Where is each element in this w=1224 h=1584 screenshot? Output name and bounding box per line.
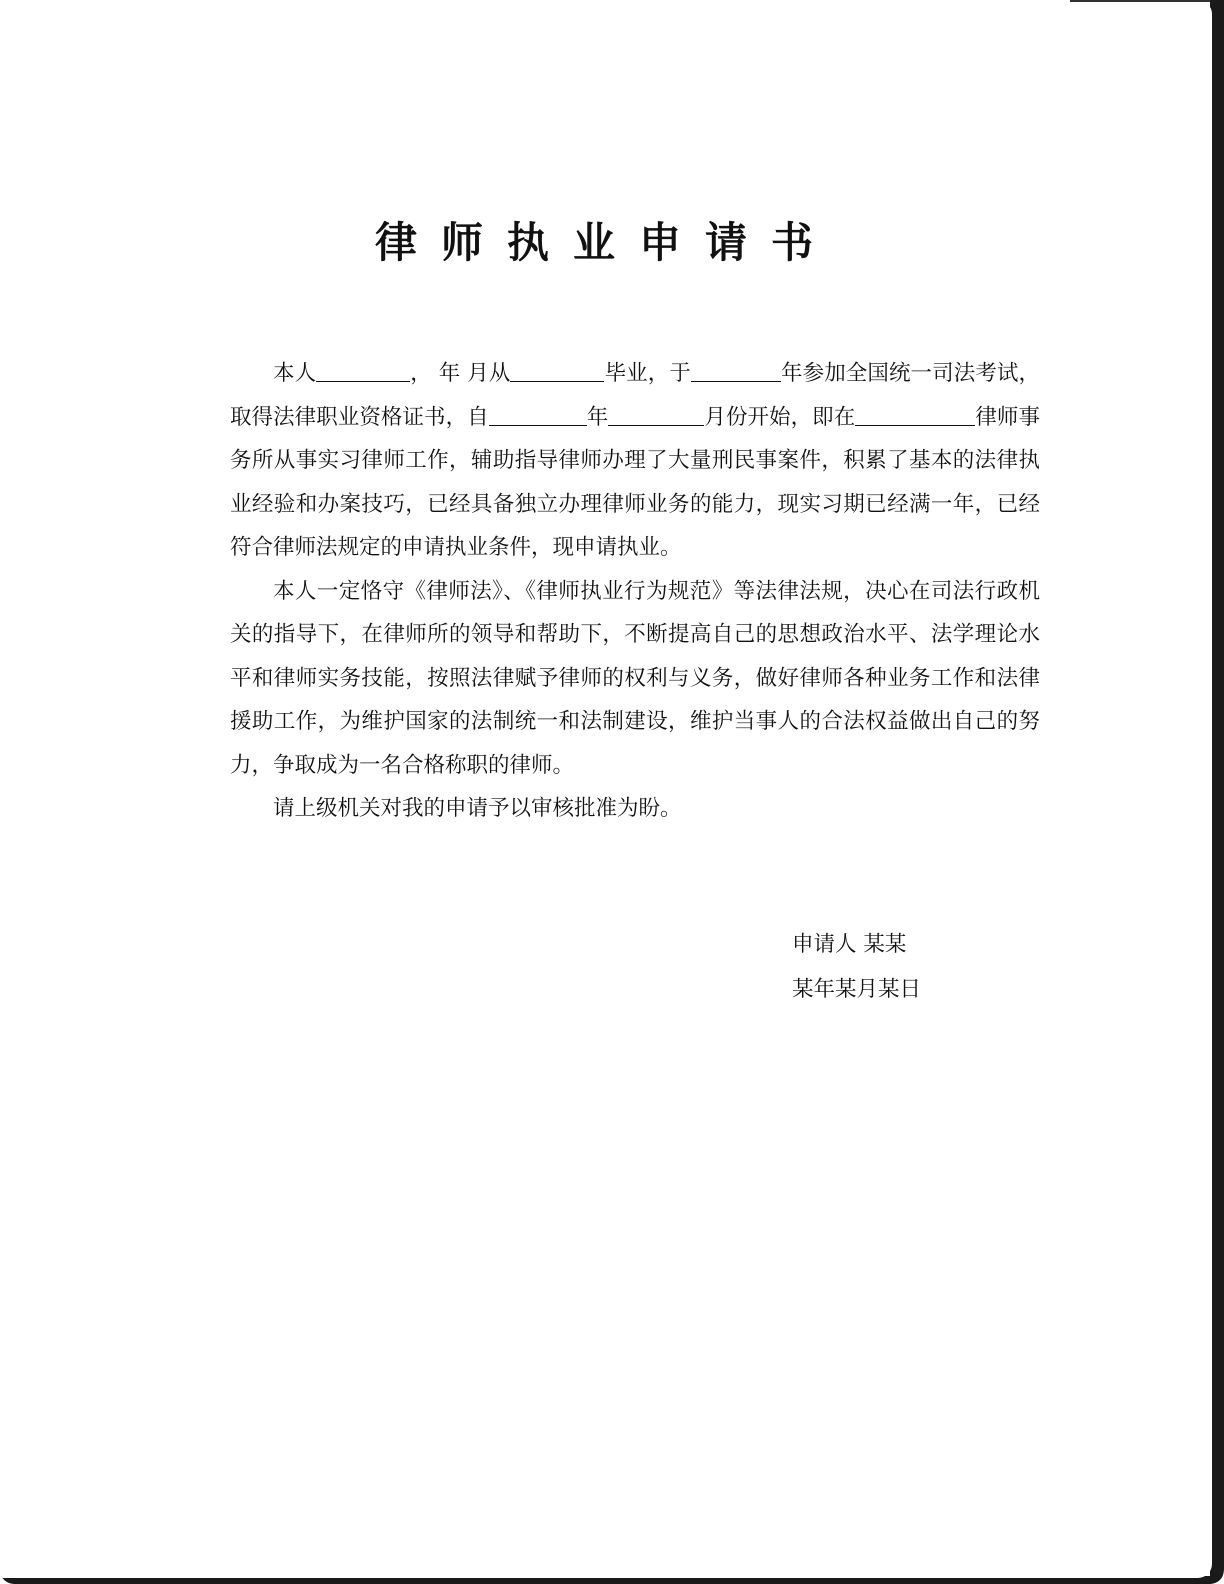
p1-text-7: 律师事务所从事实习律师工作，辅助指导律师办理了大量刑民事案件，积累了基本的法律执业经验和办案技巧，已经具备独立办理律师业务的能力，现实习期已经满一年，已经符合律师法规定的申请执业条件，现申请执业。 [230, 404, 1040, 560]
p1-text-5: 年 [586, 404, 609, 430]
page-edge-right [1210, 0, 1224, 1584]
blank-school [510, 359, 604, 382]
applicant-line: 申请人 某某 [792, 932, 907, 957]
blank-name [316, 359, 410, 382]
blank-exam-year [691, 359, 781, 382]
p1-text-4: 年参加全国统一司法考试，取得法律职业资格证书，自 [230, 361, 1040, 430]
blank-start-month [608, 403, 704, 426]
document-title: 律师执业申请书 [374, 218, 837, 267]
blank-start-year [489, 403, 587, 426]
paragraph-2: 本人一定恪守《律师法》、《律师执业行为规范》等法律法规，决心在司法行政机关的指导下，在律师所的领导和帮助下，不断提高自己的思想政治水平、法学理论水平和律师实务技能，按照法律赋予律师的权利与义务，做好律师各种业务工作和法律援助工作，为维护国家的法制统一和法制建设，维护当事人的合法权益做出自己的努力，争取成为一名合格称职的律师。 [230, 578, 1040, 778]
document-body [230, 352, 1040, 831]
p1-text-6: 月份开始，即在 [704, 404, 856, 430]
blank-firm [855, 403, 975, 426]
paragraph-3: 请上级机关对我的申请予以审核批准为盼。 [273, 796, 682, 821]
top-corner-line [1070, 0, 1210, 2]
signature-block [792, 922, 921, 1012]
date-line: 某年某月某日 [792, 977, 922, 1002]
p1-text-3: 毕业，于 [604, 361, 691, 386]
paragraph-1 [230, 352, 1040, 570]
p1-text-1: 本人 [273, 361, 317, 386]
p1-text-2: ， 年 月从 [410, 361, 511, 386]
